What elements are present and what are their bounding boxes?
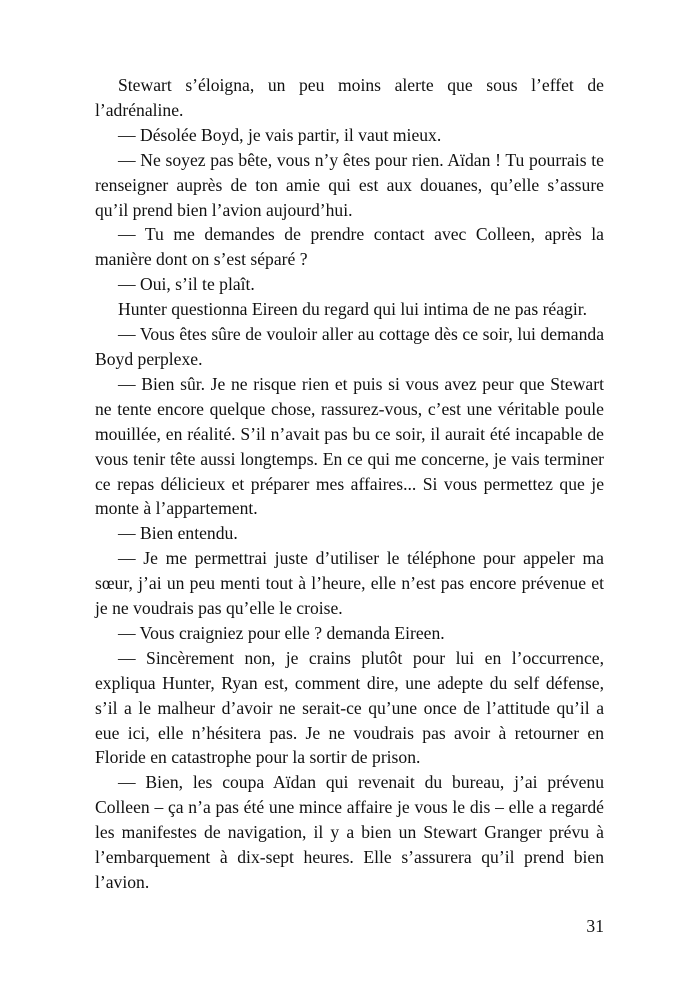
- paragraph: Stewart s’éloigna, un peu moins alerte que sous l’effet de l’adrénaline.: [95, 75, 604, 120]
- paragraph: Hunter questionna Eireen du regard qui lui intima de ne pas réagir.: [118, 299, 588, 320]
- paragraph: — Tu me demandes de prendre contact avec Colleen, après la manière dont on s’est séparé ?: [95, 224, 604, 270]
- paragraph: — Vous êtes sûre de vouloir aller au cottage dès ce soir, lui demanda Boyd perplexe.: [95, 324, 604, 369]
- paragraph: — Je me permettrai juste d’utiliser le téléphone pour appeler ma sœur, j’ai un peu menti tout à l’heure, elle n’est pas encore prévenue et je ne voudrais pas qu’elle le croise.: [95, 548, 604, 619]
- page-number: 31: [586, 916, 604, 936]
- paragraph: — Désolée Boyd, je vais partir, il vaut mieux.: [118, 124, 442, 145]
- paragraph: — Ne soyez pas bête, vous n’y êtes pour rien. Aïdan ! Tu pourrais te renseigner auprès de ton amie qui est aux douanes, qu’elle s’assure qu’il prend bien l’avion aujourd’hui.: [95, 149, 604, 220]
- page-body: [95, 73, 604, 895]
- paragraph: — Bien, les coupa Aïdan qui revenait du bureau, j’ai prévenu Colleen – ça n’a pas été une mince affaire je vous le dis – elle a regardé les manifestes de navigation, il y a bien un Stewart Granger prévu à l’embarquement à dix-sept heures. Elle s’assurera qu’il prend bien l’avion.: [95, 772, 604, 892]
- paragraph: — Vous craigniez pour elle ? demanda Eireen.: [118, 622, 445, 643]
- paragraph: — Bien entendu.: [118, 523, 238, 544]
- paragraph: — Oui, s’il te plaît.: [118, 274, 255, 295]
- paragraph: — Bien sûr. Je ne risque rien et puis si vous avez peur que Stewart ne tente encore quelque chose, rassurez-vous, c’est une véritable poule mouillée, en réalité. S’il n’avait pas bu ce soir, il aurait été incapable de vous tenir tête aussi longtemps. En ce qui me concerne, je vais terminer ce repas délicieux et préparer mes affaires... Si vous permettez que je monte à l’appartement.: [95, 373, 604, 519]
- paragraph: — Sincèrement non, je crains plutôt pour lui en l’occurrence, expliqua Hunter, Ryan est, comment dire, une adepte du self défense, s’il a le malheur d’avoir ne serait-ce qu’une once de l’attitude qu’il a eue ici, elle n’hésitera pas. Je ne voudrais pas avoir à retourner en Floride en catastrophe pour la sortir de prison.: [95, 647, 604, 768]
